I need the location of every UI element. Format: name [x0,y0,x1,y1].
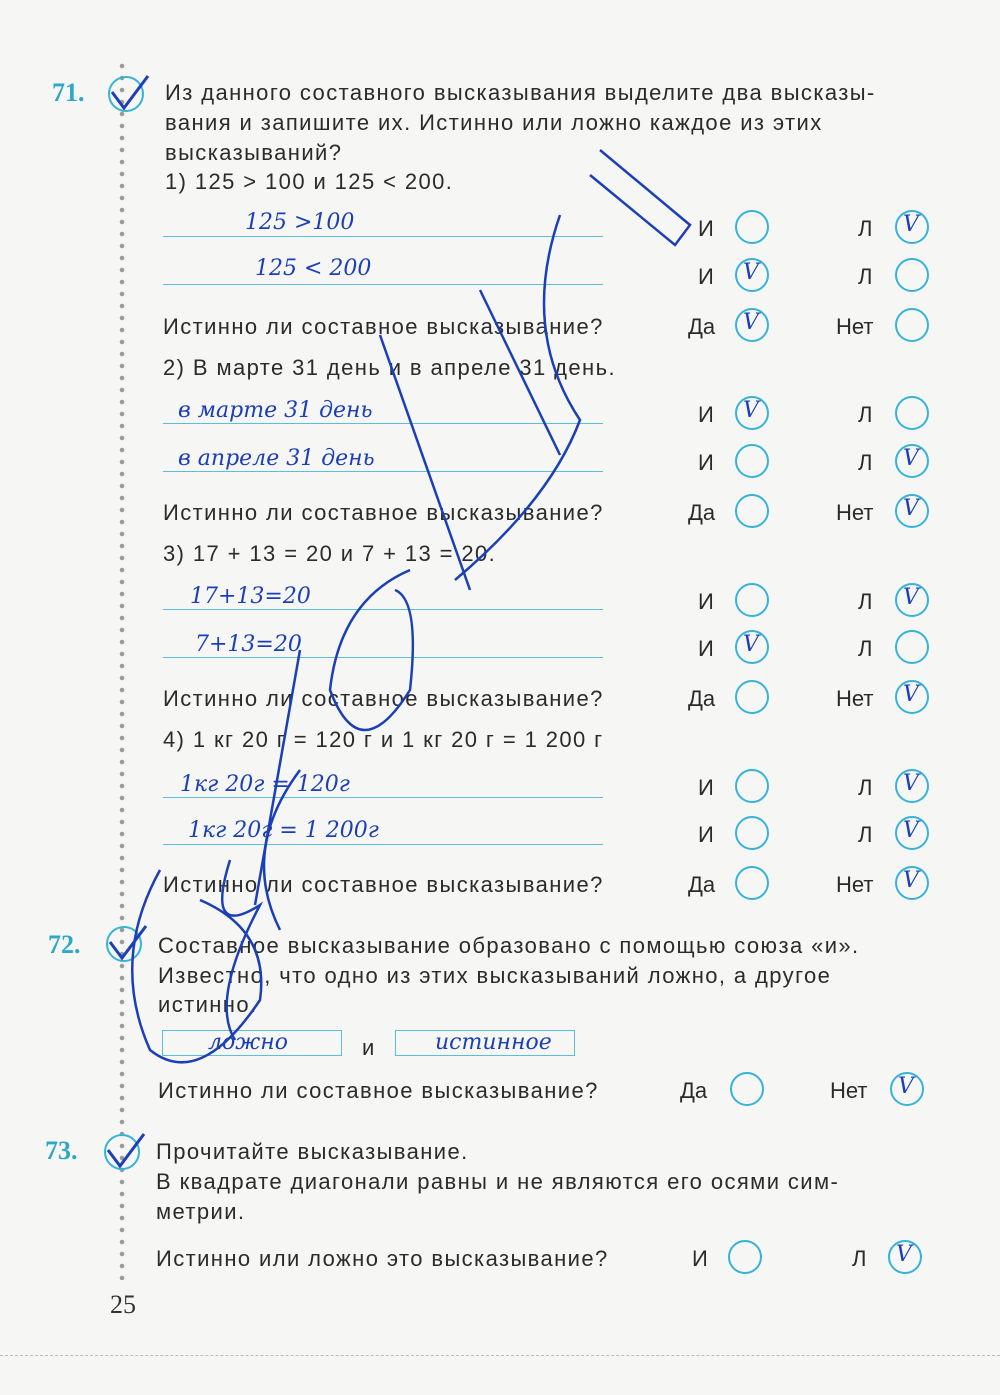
box2-answer: истинное [435,1030,552,1055]
p1-answer2: 125 < 200 [255,256,372,281]
v-mark: V [743,398,759,423]
task-71-text-line1: Из данного составного высказывания выделите два высказы- [165,80,876,105]
label-i: И [698,264,714,289]
label-l: Л [858,589,873,614]
v-mark: V [743,632,759,657]
label-net: Нет [836,500,874,525]
label-l: Л [858,402,873,427]
label-net: Нет [836,314,874,339]
label-l: Л [858,216,873,241]
scribble-stroke [480,290,560,455]
p1-statement: 1) 125 > 100 и 125 < 200. [165,169,454,194]
scribble-stroke [590,150,690,245]
label-da: Да [688,314,716,339]
p1-question: Истинно ли составное высказывание? [163,314,604,339]
label-l: Л [858,775,873,800]
box1-answer: ложно [208,1030,288,1055]
task-72-question: Истинно ли составное высказывание? [158,1078,599,1103]
task-73-text-line1: Прочитайте высказывание. [156,1139,469,1164]
p2-answer1: в марте 31 день [178,398,373,423]
task-73-text-line2: В квадрате диагонали равны и не являются его осями сим- [156,1169,840,1194]
scribble-stroke [380,335,470,590]
task-73-number: 73. [45,1136,78,1165]
scribble-stroke [132,870,261,1062]
p3-answer2: 7+13=20 [195,632,302,657]
label-i: И [698,636,714,661]
p4-answer1: 1кг 20г = 120г [180,772,350,797]
p4-statement: 4) 1 кг 20 г = 120 г и 1 кг 20 г = 1 200 г [163,727,604,752]
p4-answer2: 1кг 20г = 1 200г [188,818,379,843]
task-71-text-line2: вания и запишите их. Истинно или ложно каждое из этих [165,110,823,135]
task-72-number: 72. [48,930,81,959]
scribble-stroke [264,770,300,930]
v-mark: V [903,496,919,521]
task-73-question: Истинно или ложно это высказывание? [156,1246,609,1271]
p2-answer2: в апреле 31 день [178,446,375,471]
v-mark: V [903,771,919,796]
label-i: И [698,589,714,614]
v-mark: V [903,212,919,237]
v-mark: V [743,260,759,285]
v-mark: V [903,868,919,893]
label-l: Л [858,636,873,661]
label-l: Л [858,264,873,289]
label-l: Л [858,822,873,847]
task-73-text-line3: метрии. [156,1199,246,1224]
p2-question: Истинно ли составное высказывание? [163,500,604,525]
p2-statement: 2) В марте 31 день и в апреле 31 день. [163,355,616,380]
v-mark: V [896,1242,912,1267]
label-i: И [698,216,714,241]
v-mark: V [903,585,919,610]
label-da: Да [688,500,716,525]
p1-answer1: 125 >100 [245,210,355,235]
label-da: Да [688,872,716,897]
label-l: Л [858,450,873,475]
label-i: И [698,775,714,800]
label-net: Нет [830,1078,868,1103]
task-71-number: 71. [52,78,85,107]
v-mark: V [903,682,919,707]
p4-question: Истинно ли составное высказывание? [163,872,604,897]
p3-answer1: 17+13=20 [190,584,311,609]
task-72-text-line1: Составное высказывание образовано с помощью союза «и». [158,933,860,958]
label-i: И [698,822,714,847]
v-mark: V [743,310,759,335]
label-l: Л [852,1246,867,1271]
page-number: 25 [110,1290,136,1319]
v-mark: V [903,818,919,843]
label-net: Нет [836,686,874,711]
task-72-text-line2: Известно, что одно из этих высказываний ложно, а другое [158,963,832,988]
v-mark: V [903,446,919,471]
p3-statement: 3) 17 + 13 = 20 и 7 + 13 = 20. [163,541,497,566]
task-71-text-line3: высказываний? [165,140,343,165]
p3-question: Истинно ли составное высказывание? [163,686,604,711]
page-bottom-edge [0,1355,1000,1356]
label-net: Нет [836,872,874,897]
v-mark: V [898,1074,914,1099]
task-72-text-line3: истинно. [158,992,258,1017]
label-i: И [698,450,714,475]
scribble-stroke [330,570,413,730]
label-i: И [698,402,714,427]
label-da: Да [688,686,716,711]
label-i: И [692,1246,708,1271]
conjunction-label: и [362,1035,375,1060]
label-da: Да [680,1078,708,1103]
scribble-stroke [455,215,580,580]
